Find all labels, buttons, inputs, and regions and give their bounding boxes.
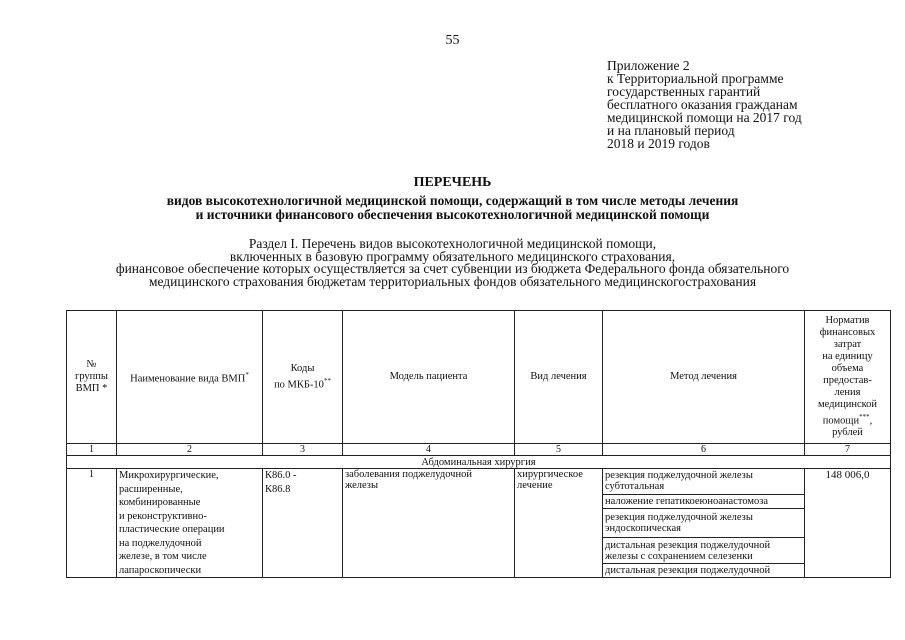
cell-cost: 148 006,0 (805, 469, 891, 578)
appendix-note (607, 59, 867, 150)
document-title: ПЕРЕЧЕНЬ (413, 175, 492, 190)
table-row (67, 469, 891, 495)
cell-method: дистальная резекция поджелудочной (603, 564, 805, 578)
header-model: Модель пациента (343, 311, 515, 444)
column-number: 2 (117, 444, 263, 456)
section-row-label: Абдоминальная хирургия (67, 456, 891, 469)
section-line: включенных в базовую программу обязательного медицинского страхования, (229, 248, 676, 264)
appendix-line: 2018 и 2019 годов (607, 136, 710, 151)
section-row (67, 456, 891, 469)
subtitle-line: и источники финансового обеспечения высокотехнологичной медицинской помощи (195, 207, 710, 222)
cell-method: наложение гепатикоеюноанастомоза (603, 494, 805, 509)
header-codes: Коды по МКБ-10** (263, 311, 343, 444)
appendix-line: и на плановый период (607, 123, 735, 138)
header-group-no: № группы ВМП * (67, 311, 117, 444)
appendix-line: к Территориальной программе (607, 71, 784, 86)
page-number: 55 (445, 33, 460, 48)
cell-method: дистальная резекция поджелудочной железы с сохранением селезенки (603, 537, 805, 564)
cell-treatment-type: хирургическое лечение (515, 469, 603, 578)
cell-patient-model: заболевания поджелудочной железы (343, 469, 515, 578)
header-treatment-type: Вид лечения (515, 311, 603, 444)
header-row (67, 311, 891, 444)
appendix-line: государственных гарантий (607, 84, 761, 99)
cell-method: резекция поджелудочной железы эндоскопическая (603, 509, 805, 537)
column-number: 3 (263, 444, 343, 456)
column-number: 4 (343, 444, 515, 456)
section-line: Раздел I. Перечень видов высокотехнологичной медицинской помощи, (248, 236, 657, 251)
header-method: Метод лечения (603, 311, 805, 444)
cell-vmp-name: Микрохирургические, расширенные, комбинированные и реконструктивно- пластические операции на поджелудочной железе, в том числе лапароскопически (117, 469, 263, 578)
appendix-line: Приложение 2 (607, 58, 690, 73)
header-norm: Норматив финансовых затрат на единицу объема предостав- ления медицинской помощи***, рублей (805, 311, 891, 444)
header-name: Наименование вида ВМП* (117, 311, 263, 444)
cell-codes: К86.0 - К86.8 (263, 469, 343, 578)
section-line: медицинского страхования бюджетам территориальных фондов обязательного медицинскогострахования (148, 273, 757, 289)
column-number: 6 (603, 444, 805, 456)
cell-group-no: 1 (67, 469, 117, 578)
cell-method: резекция поджелудочной железы субтотальная (603, 469, 805, 495)
vmp-table (66, 310, 891, 578)
document-subtitle (0, 194, 905, 222)
column-number: 1 (67, 444, 117, 456)
subtitle-line: видов высокотехнологичной медицинской помощи, содержащий в том числе методы лечения (166, 193, 739, 208)
column-number: 5 (515, 444, 603, 456)
column-number-row (67, 444, 891, 456)
section-line: финансовое обеспечение которых осуществляется за счет субвенции из бюджета Федерального фонда обязательного (115, 261, 790, 277)
appendix-line: бесплатного оказания гражданам (607, 97, 798, 112)
column-number: 7 (805, 444, 891, 456)
section-heading (0, 238, 905, 288)
appendix-line: медицинской помощи на 2017 год (607, 110, 802, 125)
